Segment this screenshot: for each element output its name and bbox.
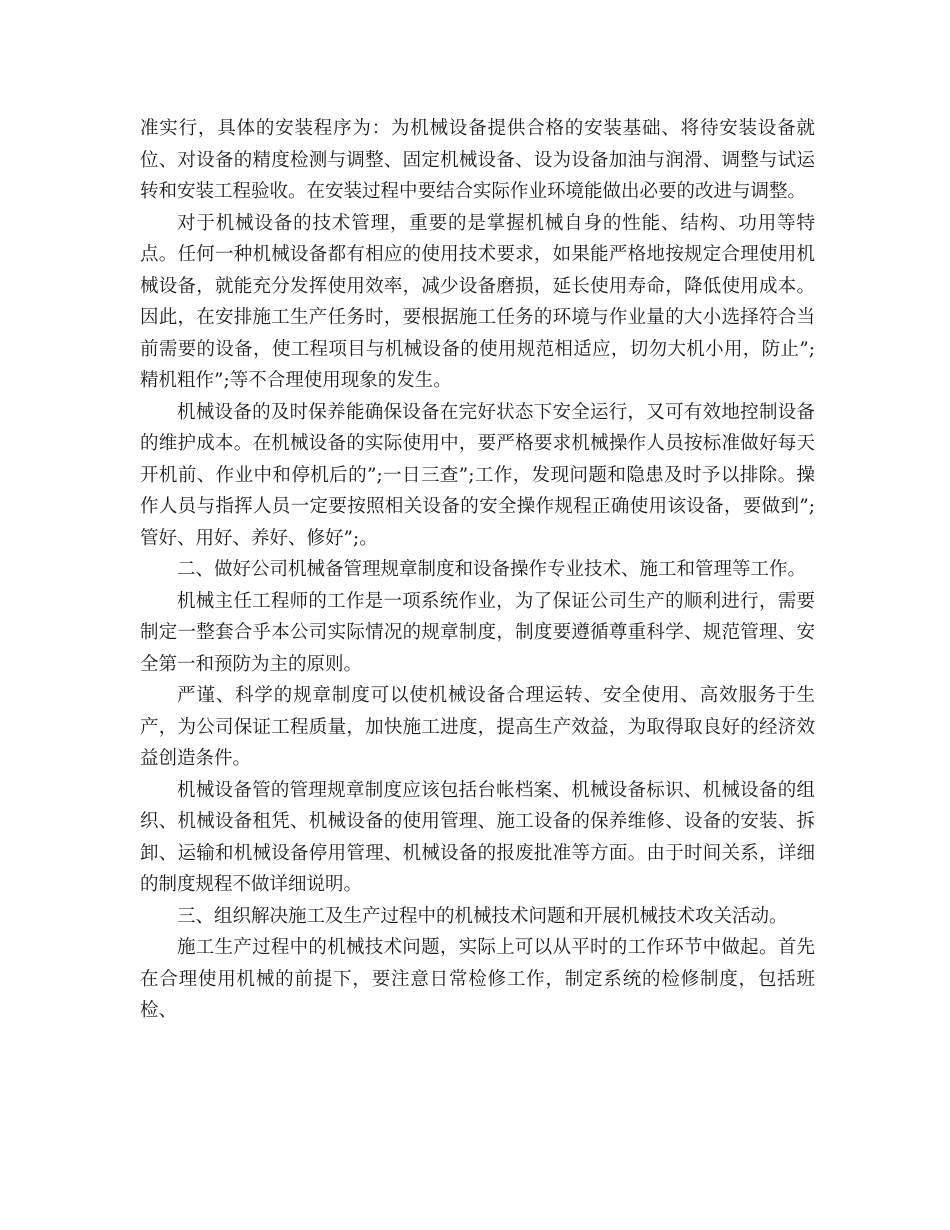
section-heading-2: 二、做好公司机械备管理规章制度和设备操作专业技术、施工和管理等工作。	[177, 559, 807, 580]
section-heading-3: 三、组织解决施工及生产过程中的机械技术问题和开展机械技术攻关活动。	[177, 905, 788, 927]
paragraph-rules-scope: 机械设备管的管理规章制度应该包括台帐档案、机械设备标识、机械设备的组织、机械设备租凭、机械设备的使用管理、施工设备的保养维修、设备的安装、拆卸、运输和机械设备停用管理、机械设备的报废批准等方面。由于时间关系，详细的制度规程不做详细说明。	[140, 779, 815, 895]
document-body	[140, 113, 815, 1027]
paragraph-technical-problems: 施工生产过程中的机械技术问题，实际上可以从平时的工作环节中做起。首先在合理使用机械的前提下，要注意日常检修工作，制定系统的检修制度，包括班检、	[140, 937, 815, 1021]
paragraph-chief-engineer: 机械主任工程师的工作是一项系统作业，为了保证公司生产的顺利进行，需要制定一整套合乎本公司实际情况的规章制度，制度要遵循尊重科学、规范管理、安全第一和预防为主的原则。	[140, 590, 815, 675]
paragraph-rules-benefits: 严谨、科学的规章制度可以使机械设备合理运转、安全使用、高效服务于生产，为公司保证工程质量，加快施工进度，提高生产效益，为取得取良好的经济效益创造条件。	[140, 685, 815, 769]
paragraph-technical-management: 对于机械设备的技术管理，重要的是掌握机械自身的性能、结构、功用等特点。任何一种机械设备都有相应的使用技术要求，如果能严格地按规定合理使用机械设备，就能充分发挥使用效率，减少设备磨损，延长使用寿命，降低使用成本。因此，在安排施工生产任务时，要根据施工任务的环境与作业量的大小选择符合当前需要的设备，使工程项目与机械设备的使用规范相适应，切勿大机小用，防止”;精机粗作”;等不合理使用现象的发生。	[140, 212, 815, 391]
paragraph-installation-procedure: 准实行，具体的安装程序为：为机械设备提供合格的安装基础、将待安装设备就位、对设备的精度检测与调整、固定机械设备、设为设备加油与润滑、调整与试运转和安装工程验收。在安装过程中要结合实际作业环境能做出必要的改进与调整。	[140, 118, 815, 202]
paragraph-maintenance: 机械设备的及时保养能确保设备在完好状态下安全运行，又可有效地控制设备的维护成本。在机械设备的实际使用中，要严格要求机械操作人员按标准做好每天开机前、作业中和停机后的”;一日三查”;工作，发现问题和隐患及时予以排除。操作人员与指挥人员一定要按照相关设备的安全操作规程正确使用该设备，要做到”;管好、用好、养好、修好”;。	[140, 401, 815, 549]
